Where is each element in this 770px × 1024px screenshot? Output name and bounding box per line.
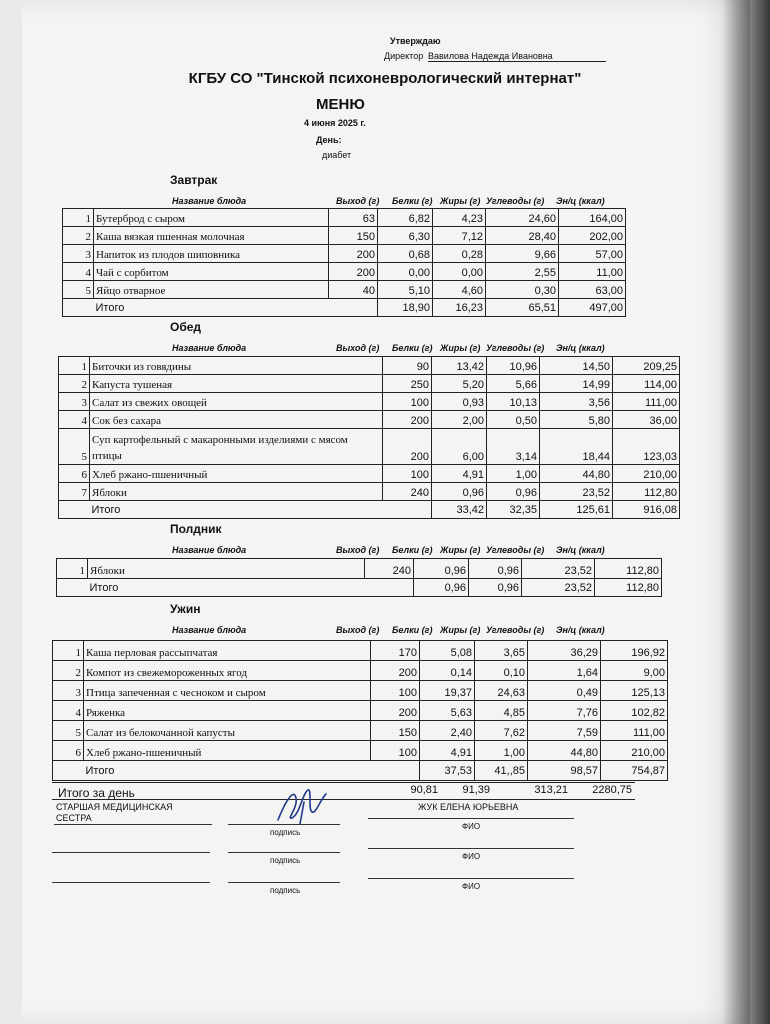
- dish-fat: 3,65: [475, 641, 528, 661]
- table-row: [53, 741, 668, 761]
- table-row: [53, 681, 668, 701]
- dish-carbs: 0,49: [528, 681, 601, 701]
- dish-number: 2: [53, 661, 84, 681]
- day-total-carbs: 313,21: [534, 784, 568, 796]
- day-value: диабет: [322, 150, 352, 160]
- page-title: МЕНЮ: [316, 96, 365, 113]
- dish-name: Компот из свежемороженных ягод: [84, 661, 371, 681]
- dish-number: 3: [59, 393, 90, 411]
- dish-carbs: 3,56: [540, 393, 613, 411]
- dish-energy: 202,00: [559, 227, 626, 245]
- dish-protein: 5,20: [432, 375, 487, 393]
- dish-protein: 19,37: [420, 681, 475, 701]
- column-header-name: Название блюда: [172, 545, 247, 555]
- column-header-output: Выход (г): [336, 196, 380, 206]
- dish-fat: 0,00: [433, 263, 486, 281]
- scan-shadow: [722, 0, 770, 1024]
- signature-caption-1: подпись: [270, 828, 301, 837]
- meal-table: [62, 208, 626, 317]
- total-fat: 32,35: [487, 501, 540, 519]
- approve-label: Утверждаю: [390, 36, 441, 46]
- day-total-label: Итого за день: [58, 786, 135, 800]
- signature-caption-2: подпись: [270, 856, 301, 865]
- fio-caption-2: ФИО: [462, 852, 481, 861]
- total-energy: 497,00: [559, 299, 626, 317]
- dish-fat: 24,63: [475, 681, 528, 701]
- dish-energy: 112,80: [613, 483, 680, 501]
- dish-name: Суп картофельный с макаронными изделиями с мясом птицы: [90, 429, 383, 465]
- dish-fat: 7,12: [433, 227, 486, 245]
- day-label: День:: [316, 135, 342, 145]
- table-row: [63, 209, 626, 227]
- total-carbs: 98,57: [528, 761, 601, 781]
- dish-protein: 5,10: [378, 281, 433, 299]
- dish-fat: 4,23: [433, 209, 486, 227]
- column-header-protein: Белки (г): [392, 625, 433, 635]
- dish-name: Яблоки: [90, 483, 383, 501]
- dish-name: Салат из свежих овощей: [90, 393, 383, 411]
- dish-number: 6: [59, 465, 90, 483]
- dish-output: 150: [329, 227, 378, 245]
- dish-energy: 114,00: [613, 375, 680, 393]
- dish-carbs: 5,80: [540, 411, 613, 429]
- meal-title: Завтрак: [170, 173, 218, 187]
- total-fat: 41,,85: [475, 761, 528, 781]
- total-fat: 0,96: [469, 579, 522, 597]
- table-row: [59, 393, 680, 411]
- dish-number: 1: [57, 559, 88, 579]
- total-energy: 916,08: [613, 501, 680, 519]
- dish-carbs: 23,52: [522, 559, 595, 579]
- dish-number: 2: [63, 227, 94, 245]
- total-row: [57, 579, 662, 597]
- dish-carbs: 44,80: [528, 741, 601, 761]
- meal-table: [52, 640, 668, 781]
- dish-fat: 0,10: [475, 661, 528, 681]
- dish-carbs: 23,52: [540, 483, 613, 501]
- dish-number: 7: [59, 483, 90, 501]
- dish-output: 200: [383, 429, 432, 465]
- dish-name: Салат из белокочанной капусты: [84, 721, 371, 741]
- total-blank-cell: [57, 579, 88, 597]
- fio-line-2: [368, 848, 574, 849]
- dish-protein: 5,63: [420, 701, 475, 721]
- meal-title: Ужин: [170, 602, 201, 616]
- blank-line-3a: [52, 882, 210, 883]
- dish-name: Каша перловая рассыпчатая: [84, 641, 371, 661]
- column-header-energy: Эн/ц (ккал): [556, 545, 605, 555]
- dish-fat: 10,13: [487, 393, 540, 411]
- dish-carbs: 7,59: [528, 721, 601, 741]
- day-total-protein: 90,81: [410, 784, 438, 796]
- dish-output: 63: [329, 209, 378, 227]
- dish-fat: 0,96: [487, 483, 540, 501]
- total-protein: 37,53: [420, 761, 475, 781]
- dish-energy: 102,82: [601, 701, 668, 721]
- dish-output: 240: [383, 483, 432, 501]
- dish-energy: 9,00: [601, 661, 668, 681]
- table-row: [63, 263, 626, 281]
- meal-table: [56, 558, 662, 597]
- dish-name: Чай с сорбитом: [94, 263, 329, 281]
- dish-protein: 4,91: [432, 465, 487, 483]
- dish-output: 200: [371, 661, 420, 681]
- signature-line-3: [228, 882, 340, 883]
- total-carbs: 23,52: [522, 579, 595, 597]
- dish-carbs: 2,55: [486, 263, 559, 281]
- dish-number: 1: [59, 357, 90, 375]
- dish-carbs: 14,99: [540, 375, 613, 393]
- organization-name: КГБУ СО "Тинской психоневрологический интернат": [188, 70, 582, 87]
- signature-line-2: [228, 852, 340, 853]
- dish-number: 1: [53, 641, 84, 661]
- fio-caption-1: ФИО: [462, 822, 481, 831]
- dish-output: 170: [371, 641, 420, 661]
- dish-fat: 10,96: [487, 357, 540, 375]
- column-header-fat: Жиры (г): [440, 625, 481, 635]
- dish-protein: 6,82: [378, 209, 433, 227]
- dish-number: 4: [59, 411, 90, 429]
- dish-output: 150: [371, 721, 420, 741]
- column-header-protein: Белки (г): [392, 343, 433, 353]
- table-row: [59, 375, 680, 393]
- dish-energy: 164,00: [559, 209, 626, 227]
- total-energy: 754,87: [601, 761, 668, 781]
- dish-fat: 1,00: [487, 465, 540, 483]
- dish-name: Бутерброд с сыром: [94, 209, 329, 227]
- blank-line-2a: [52, 852, 210, 853]
- column-header-energy: Эн/ц (ккал): [556, 343, 605, 353]
- dish-output: 40: [329, 281, 378, 299]
- dish-fat: 0,96: [469, 559, 522, 579]
- signature-caption-3: подпись: [270, 886, 301, 895]
- dish-protein: 0,96: [414, 559, 469, 579]
- dish-number: 2: [59, 375, 90, 393]
- dish-name: Хлеб ржано-пшеничный: [90, 465, 383, 483]
- dish-protein: 0,93: [432, 393, 487, 411]
- total-blank-cell: [63, 299, 94, 317]
- table-row: [53, 661, 668, 681]
- dish-fat: 4,85: [475, 701, 528, 721]
- column-header-fat: Жиры (г): [440, 196, 481, 206]
- dish-protein: 6,00: [432, 429, 487, 465]
- table-row: [59, 483, 680, 501]
- dish-protein: 0,14: [420, 661, 475, 681]
- column-header-output: Выход (г): [336, 343, 380, 353]
- fio-line-3: [368, 878, 574, 879]
- total-label: Итого: [90, 501, 432, 519]
- dish-fat: 0,50: [487, 411, 540, 429]
- column-header-name: Название блюда: [172, 625, 247, 635]
- column-header-carbs: Углеводы (г): [486, 625, 545, 635]
- dish-output: 240: [365, 559, 414, 579]
- total-label: Итого: [88, 579, 414, 597]
- table-row: [57, 559, 662, 579]
- dish-number: 3: [63, 245, 94, 263]
- role-title: СТАРШАЯ МЕДИЦИНСКАЯ СЕСТРА: [56, 802, 173, 823]
- dish-fat: 1,00: [475, 741, 528, 761]
- total-row: [63, 299, 626, 317]
- director-name: Вавилова Надежда Ивановна: [428, 51, 606, 62]
- dish-energy: 112,80: [595, 559, 662, 579]
- dish-carbs: 36,29: [528, 641, 601, 661]
- dish-energy: 125,13: [601, 681, 668, 701]
- dish-energy: 209,25: [613, 357, 680, 375]
- column-header-fat: Жиры (г): [440, 343, 481, 353]
- handwritten-signature: [272, 780, 332, 830]
- dish-protein: 2,00: [432, 411, 487, 429]
- dish-energy: 196,92: [601, 641, 668, 661]
- dish-fat: 5,66: [487, 375, 540, 393]
- dish-number: 4: [63, 263, 94, 281]
- total-fat: 16,23: [433, 299, 486, 317]
- total-carbs: 65,51: [486, 299, 559, 317]
- dish-carbs: 44,80: [540, 465, 613, 483]
- dish-name: Ряженка: [84, 701, 371, 721]
- dish-output: 100: [371, 741, 420, 761]
- total-carbs: 125,61: [540, 501, 613, 519]
- fio-caption-3: ФИО: [462, 882, 481, 891]
- meal-table: [58, 356, 680, 519]
- dish-output: 200: [383, 411, 432, 429]
- column-header-energy: Эн/ц (ккал): [556, 625, 605, 635]
- total-row: [53, 761, 668, 781]
- dish-carbs: 0,30: [486, 281, 559, 299]
- dish-protein: 5,08: [420, 641, 475, 661]
- table-row: [63, 245, 626, 263]
- director-label: Директор: [384, 51, 424, 61]
- dish-name: Хлеб ржано-пшеничный: [84, 741, 371, 761]
- dish-output: 200: [371, 701, 420, 721]
- dish-fat: 3,14: [487, 429, 540, 465]
- dish-protein: 2,40: [420, 721, 475, 741]
- dish-number: 5: [53, 721, 84, 741]
- dish-output: 90: [383, 357, 432, 375]
- column-header-name: Название блюда: [172, 196, 247, 206]
- dish-fat: 0,28: [433, 245, 486, 263]
- dish-protein: 0,00: [378, 263, 433, 281]
- meal-title: Полдник: [170, 522, 222, 536]
- dish-carbs: 7,76: [528, 701, 601, 721]
- total-protein: 33,42: [432, 501, 487, 519]
- column-header-protein: Белки (г): [392, 545, 433, 555]
- column-header-carbs: Углеводы (г): [486, 343, 545, 353]
- dish-number: 3: [53, 681, 84, 701]
- dish-carbs: 28,40: [486, 227, 559, 245]
- column-header-carbs: Углеводы (г): [486, 545, 545, 555]
- day-total-fat: 91,39: [462, 784, 490, 796]
- dish-energy: 11,00: [559, 263, 626, 281]
- dish-output: 100: [371, 681, 420, 701]
- day-total-energy: 2280,75: [592, 784, 632, 796]
- dish-energy: 123,03: [613, 429, 680, 465]
- table-row: [53, 721, 668, 741]
- dish-number: 4: [53, 701, 84, 721]
- dish-name: Напиток из плодов шиповника: [94, 245, 329, 263]
- dish-energy: 63,00: [559, 281, 626, 299]
- column-header-fat: Жиры (г): [440, 545, 481, 555]
- dish-protein: 0,96: [432, 483, 487, 501]
- column-header-protein: Белки (г): [392, 196, 433, 206]
- total-label: Итого: [84, 761, 420, 781]
- dish-output: 200: [329, 245, 378, 263]
- dish-energy: 210,00: [613, 465, 680, 483]
- dish-carbs: 9,66: [486, 245, 559, 263]
- dish-fat: 4,60: [433, 281, 486, 299]
- dish-carbs: 18,44: [540, 429, 613, 465]
- dish-name: Яблоки: [88, 559, 365, 579]
- dish-protein: 6,30: [378, 227, 433, 245]
- column-header-name: Название блюда: [172, 343, 247, 353]
- dish-carbs: 14,50: [540, 357, 613, 375]
- dish-energy: 111,00: [601, 721, 668, 741]
- total-blank-cell: [53, 761, 84, 781]
- dish-output: 100: [383, 393, 432, 411]
- dish-output: 200: [329, 263, 378, 281]
- dish-carbs: 24,60: [486, 209, 559, 227]
- table-row: [53, 641, 668, 661]
- table-row: [63, 227, 626, 245]
- total-label: Итого: [94, 299, 378, 317]
- table-row: [59, 357, 680, 375]
- dish-number: 1: [63, 209, 94, 227]
- dish-number: 5: [59, 429, 90, 465]
- role-line: [54, 824, 212, 825]
- total-energy: 112,80: [595, 579, 662, 597]
- meal-title: Обед: [170, 320, 202, 334]
- column-header-energy: Эн/ц (ккал): [556, 196, 605, 206]
- dish-carbs: 1,64: [528, 661, 601, 681]
- table-row: [59, 411, 680, 429]
- dish-energy: 36,00: [613, 411, 680, 429]
- dish-number: 6: [53, 741, 84, 761]
- table-row: [63, 281, 626, 299]
- dish-name: Сок без сахара: [90, 411, 383, 429]
- dish-number: 5: [63, 281, 94, 299]
- dish-protein: 13,42: [432, 357, 487, 375]
- column-header-output: Выход (г): [336, 625, 380, 635]
- table-row: [59, 465, 680, 483]
- dish-fat: 7,62: [475, 721, 528, 741]
- dish-output: 250: [383, 375, 432, 393]
- signer-name: ЖУК ЕЛЕНА ЮРЬЕВНА: [418, 802, 519, 812]
- total-blank-cell: [59, 501, 90, 519]
- dish-protein: 0,68: [378, 245, 433, 263]
- fio-line-1: [368, 818, 574, 819]
- total-protein: 18,90: [378, 299, 433, 317]
- dish-name: Яйцо отварное: [94, 281, 329, 299]
- dish-energy: 210,00: [601, 741, 668, 761]
- table-row: [59, 429, 680, 465]
- dish-output: 100: [383, 465, 432, 483]
- column-header-carbs: Углеводы (г): [486, 196, 545, 206]
- total-row: [59, 501, 680, 519]
- dish-name: Птица запеченная с чесноком и сыром: [84, 681, 371, 701]
- dish-energy: 57,00: [559, 245, 626, 263]
- total-protein: 0,96: [414, 579, 469, 597]
- dish-name: Биточки из говядины: [90, 357, 383, 375]
- dish-protein: 4,91: [420, 741, 475, 761]
- menu-date: 4 июня 2025 г.: [304, 118, 366, 128]
- column-header-output: Выход (г): [336, 545, 380, 555]
- dish-name: Капуста тушеная: [90, 375, 383, 393]
- dish-name: Каша вязкая пшенная молочная: [94, 227, 329, 245]
- table-row: [53, 701, 668, 721]
- dish-energy: 111,00: [613, 393, 680, 411]
